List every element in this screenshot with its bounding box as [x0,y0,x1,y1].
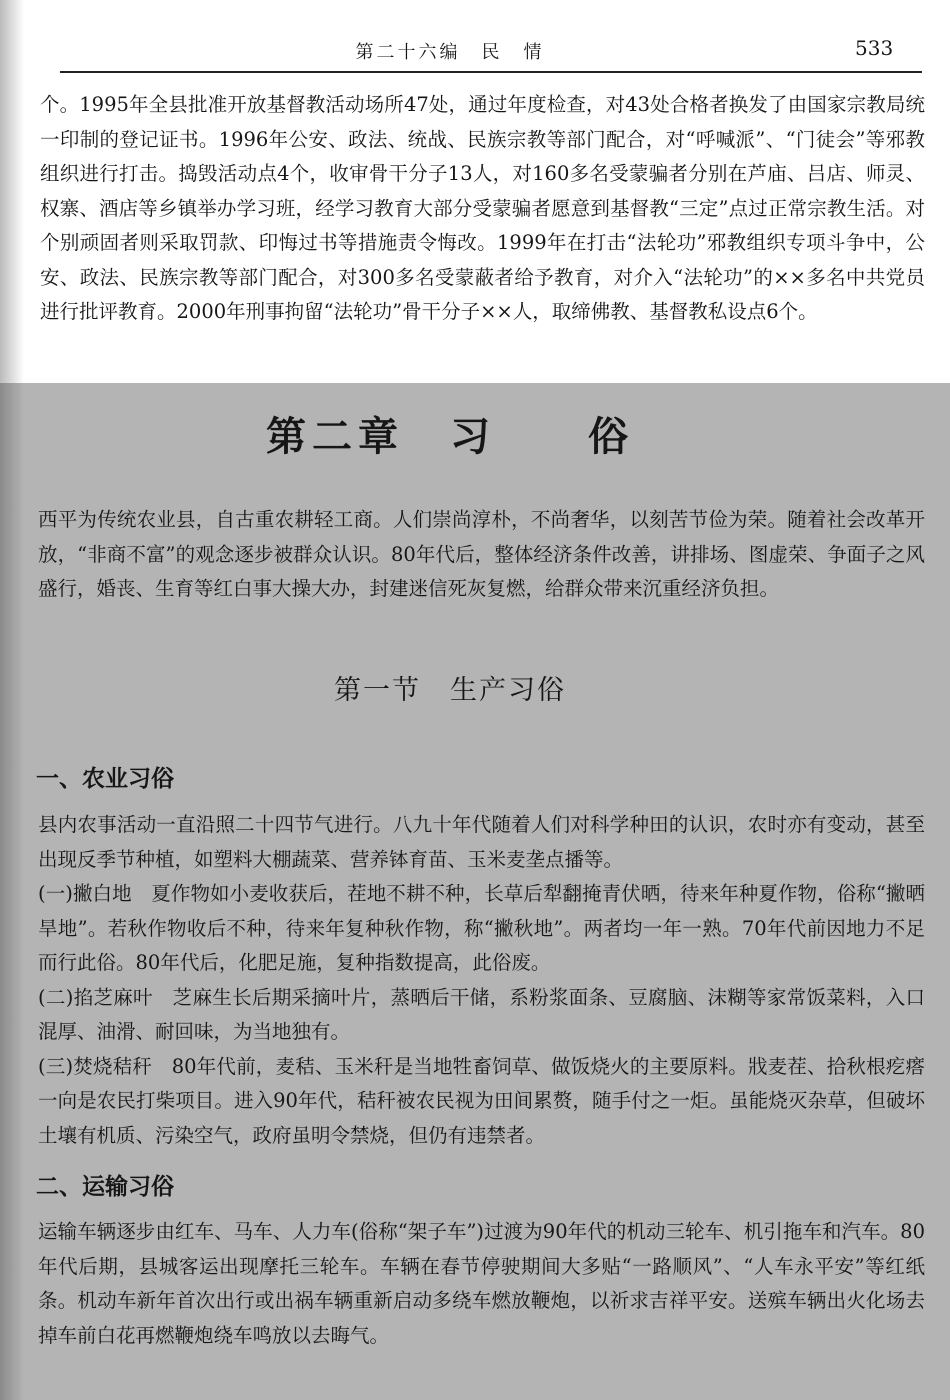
chapter-intro-block [38,503,925,607]
transport-heading: 二、运输习俗 [36,1174,174,1200]
chapter-intro: 西平为传统农业县，自古重农耕轻工商。人们崇尚淳朴，不尚奢华，以刻苦节俭为荣。随着社会改革开放，“非商不富”的观念逐步被群众认识。80年代后，整体经济条件改善，讲排场、图虚荣、争面子之风盛行，婚丧、生育等红白事大操大办，封建迷信死灰复燃，给群众带来沉重经济负担。 [38,508,925,600]
header-rule [60,71,922,73]
religion-paragraph: 个。1995年全县批准开放基督教活动场所47处，通过年度检查，对43处合格者换发了由国家宗教局统一印制的登记证书。1996年公安、政法、统战、民族宗教等部门配合，对“呼喊派”、“门徒会”等邪教组织进行打击。捣毁活动点4个，收审骨干分子13人，对160多名受蒙骗者分别在芦庙、吕店、师灵、权寨、酒店等乡镇举办学习班，经学习教育大部分受蒙骗者愿意到基督教“三定”点过正常宗教生活。对个别顽固者则采取罚款、印悔过书等措施责令悔改。1999年在打击“法轮功”邪教组织专项斗争中，公安、政法、民族宗教等部门配合，对300多名受蒙蔽者给予教育，对介入“法轮功”的××多名中共党员进行批评教育。2000年刑事拘留“法轮功”骨干分子××人，取缔佛教、基督教私设点6个。 [40,93,925,323]
agriculture-paragraph-4: (三)焚烧秸秆 80年代前，麦秸、玉米秆是当地牲畜饲草、做饭烧火的主要原料。戕麦茬、拾秋根疙瘩一向是农民打柴项目。进入90年代，秸秆被农民视为田间累赘，随手付之一炬。虽能烧灭杂草，但破坏土壤有机质、污染空气，政府虽明令禁烧，但仍有违禁者。 [38,1054,925,1147]
running-title: 第二十六编 民 情 [355,42,545,63]
chapter-title: 第二章 习 俗 [266,413,634,460]
agriculture-paragraph-3: (二)掐芝麻叶 芝麻生长后期采摘叶片，蒸晒后干储，系粉浆面条、豆腐脑、沫糊等家常饭菜料，入口混厚、油滑、耐回味，为当地独有。 [38,985,925,1043]
page-header [0,0,950,70]
transport-block [38,1215,925,1353]
religion-paragraph-block [40,88,925,330]
agriculture-paragraph-1: 县内农事活动一直沿照二十四节气进行。八九十年代随着人们对科学种田的认识，农时亦有变动，甚至出现反季节种植，如塑料大棚蔬菜、营养钵育苗、玉米麦垄点播等。 [38,813,925,871]
page-number: 533 [855,36,894,60]
agriculture-heading: 一、农业习俗 [36,766,174,792]
section-title: 第一节 生产习俗 [334,675,566,706]
agriculture-paragraph-2: (一)撇白地 夏作物如小麦收获后，茬地不耕不种，长草后犁翻掩青伏晒，待来年种夏作物，俗称“撇晒旱地”。若秋作物收后不种，待来年复种秋作物，称“撇秋地”。两者均一年一熟。70年代前因地力不足而行此俗。80年代后，化肥足施，复种指数提高，此俗废。 [38,882,925,974]
agriculture-block [38,808,925,1153]
transport-paragraph: 运输车辆逐步由红车、马车、人力车(俗称“架子车”)过渡为90年代的机动三轮车、机引拖车和汽车。80年代后期，县城客运出现摩托三轮车。车辆在春节停驶期间大多贴“一路顺风”、“人车永平安”等红纸条。机动车新年首次出行或出祸车辆重新启动多绕车燃放鞭炮，以祈求吉祥平安。送殡车辆出火化场去掉车前白花再燃鞭炮绕车鸣放以去晦气。 [38,1220,925,1347]
